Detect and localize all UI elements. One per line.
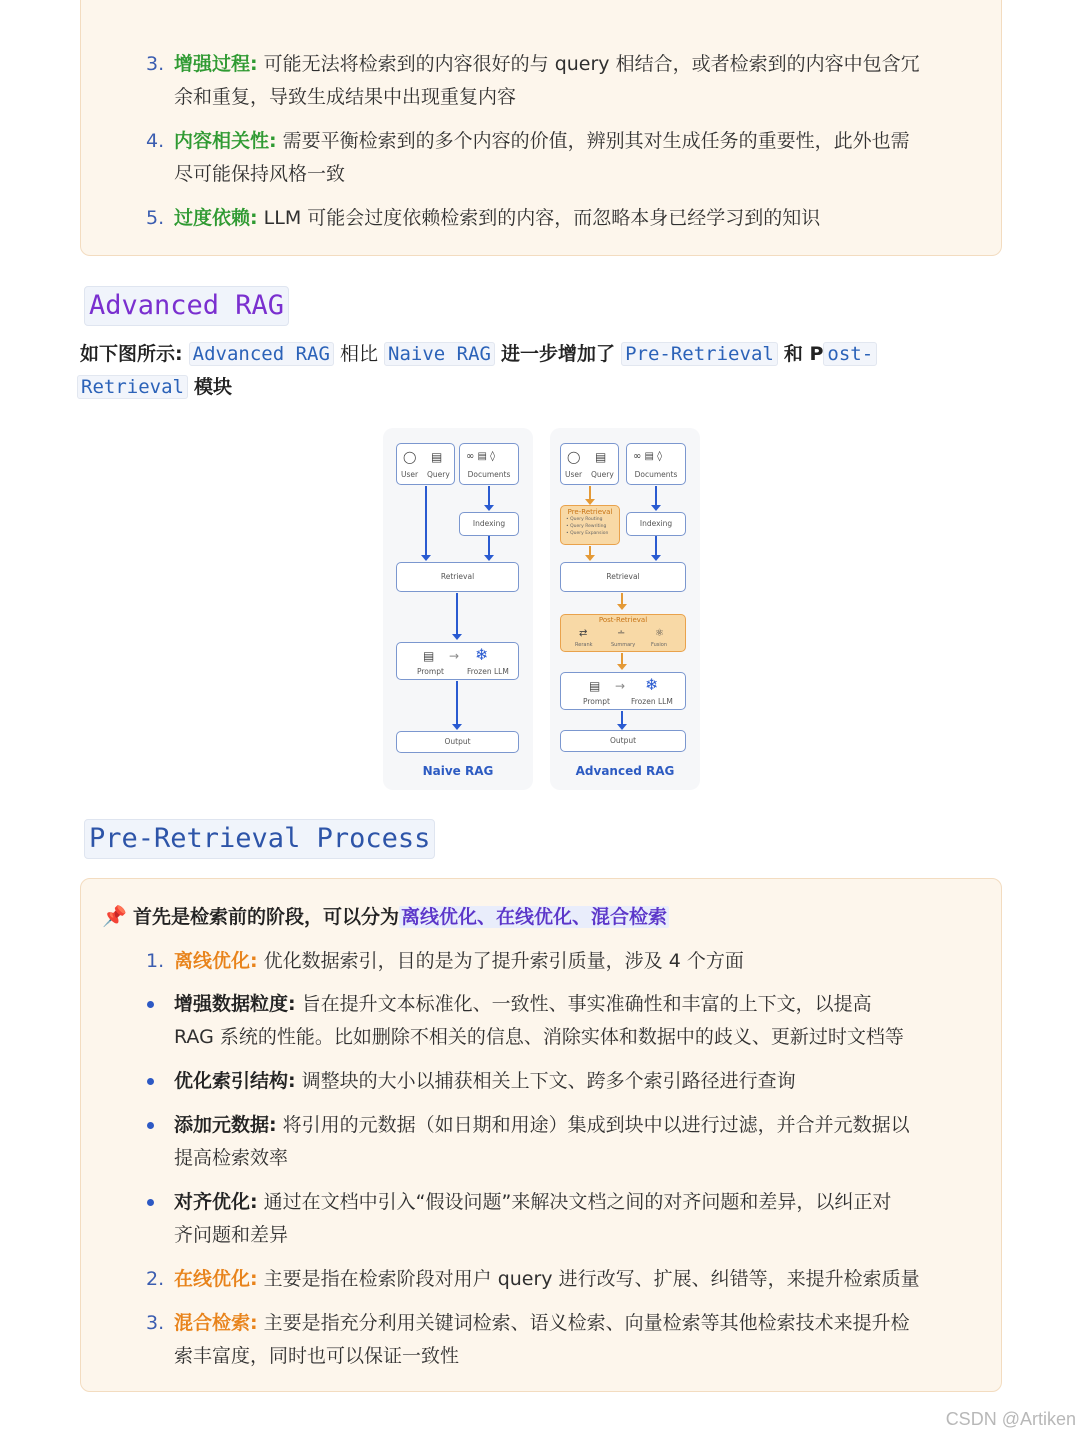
callout-lead — [102, 900, 1022, 934]
rag-comparison-diagram — [383, 428, 701, 790]
bullet-item — [174, 1109, 984, 1142]
list-item-continued: 余和重复，导致生成结果中出现重复内容 — [174, 86, 517, 108]
list-item — [174, 48, 984, 81]
pre-item: • Query Rewriting — [566, 524, 607, 529]
query-icon: ▤ — [595, 450, 607, 464]
item-title: 添加元数据: — [174, 1114, 277, 1136]
item-title: 对齐优化: — [174, 1191, 258, 1213]
pre-item: • Query Expansion — [566, 531, 609, 536]
list-number: 2. — [146, 1268, 165, 1290]
section-heading-pre-retrieval: Pre-Retrieval Process — [84, 819, 435, 859]
item-title: 混合检索: — [174, 1312, 258, 1334]
list-item-continued: 尽可能保持风格一致 — [174, 163, 346, 185]
pre-retrieval-box — [560, 505, 620, 545]
arrow-right-icon: → — [449, 649, 460, 663]
post-retrieval-label: Post-Retrieval — [598, 616, 648, 624]
user-icon: ◯ — [403, 450, 417, 464]
prompt-llm-box — [396, 642, 519, 680]
bullet-item — [174, 1065, 984, 1098]
query-label: Query — [427, 470, 450, 479]
bullet-item-continued: RAG 系统的性能。比如删除不相关的信息、消除实体和数据中的歧义、更新过时文档等 — [174, 1026, 904, 1048]
list-item — [174, 945, 984, 978]
arrow — [655, 486, 657, 506]
item-title: 增强过程: — [174, 53, 258, 75]
arrow — [621, 593, 623, 605]
post-retrieval-box — [560, 614, 686, 652]
arrow — [488, 536, 490, 556]
rerank-label: Rerank — [575, 642, 593, 648]
bullet-item — [174, 1186, 984, 1219]
documents-box — [459, 443, 519, 485]
watermark: CSDN @Artiken — [945, 1409, 1076, 1429]
arrow — [621, 711, 623, 725]
bullet-dot — [147, 1078, 154, 1085]
intro-text: 相比 — [339, 343, 378, 365]
item-text: 优化数据索引，目的是为了提升索引质量，涉及 4 个方面 — [263, 950, 744, 972]
list-number: 3. — [146, 1312, 165, 1334]
fusion-icon: ⚛ — [655, 628, 664, 639]
item-title: 离线优化: — [174, 950, 258, 972]
summary-label: Summary — [611, 642, 636, 648]
item-title: 内容相关性: — [174, 130, 277, 152]
item-text: 需要平衡检索到的多个内容的价值，辨别其对生成任务的重要性，此外也需 — [282, 130, 910, 152]
pushpin-icon: 📌 — [102, 904, 127, 928]
retrieval-box: Retrieval — [560, 562, 686, 592]
naive-rag-panel — [383, 428, 533, 790]
documents-icon: ∞ ▤ ◊ — [633, 451, 663, 462]
snowflake-icon: ❄ — [645, 675, 659, 694]
item-text: 主要是指在检索阶段对用户 query 进行改写、扩展、纠错等，来提升检索质量 — [263, 1268, 920, 1290]
arrow — [589, 546, 591, 556]
list-item — [174, 1307, 984, 1340]
query-icon: ▤ — [431, 450, 443, 464]
intro-text: 和 P — [783, 343, 824, 365]
arrow — [589, 486, 591, 500]
documents-label: Documents — [634, 470, 678, 479]
prompt-label: Prompt — [417, 667, 444, 676]
prompt-icon: ▤ — [423, 649, 435, 663]
naive-rag-caption: Naive RAG — [422, 764, 494, 778]
item-text: 调整块的大小以捕获相关上下文、跨多个索引路径进行查询 — [301, 1070, 796, 1092]
item-text: 主要是指充分利用关键词检索、语义检索、向量检索等其他检索技术来提升检 — [263, 1312, 910, 1334]
item-text: 可能无法将检索到的内容很好的与 query 相结合，或者检索到的内容中包含冗 — [263, 53, 920, 75]
intro-paragraph — [80, 338, 1000, 371]
user-icon: ◯ — [567, 450, 581, 464]
bullet-item — [174, 988, 984, 1021]
arrow-right-icon: → — [615, 679, 626, 693]
bullet-dot — [147, 1199, 154, 1206]
indexing-box: Indexing — [459, 512, 519, 536]
list-number: 1. — [146, 950, 165, 972]
intro-text: 模块 — [194, 376, 233, 398]
fusion-label: Fusion — [651, 642, 667, 648]
arrow — [655, 536, 657, 556]
query-label: Query — [591, 470, 614, 479]
section-heading-advanced-rag: Advanced RAG — [84, 286, 289, 326]
user-query-box — [396, 443, 455, 485]
user-label: User — [565, 470, 583, 479]
item-title: 在线优化: — [174, 1268, 258, 1290]
frozen-llm-label: Frozen LLM — [631, 697, 673, 706]
frozen-llm-label: Frozen LLM — [467, 667, 509, 676]
list-number: 5. — [146, 207, 165, 229]
user-query-box — [560, 443, 619, 485]
item-title: 优化索引结构: — [174, 1070, 296, 1092]
snowflake-icon: ❄ — [475, 645, 489, 664]
list-number: 4. — [146, 130, 165, 152]
documents-icon: ∞ ▤ ◊ — [466, 451, 496, 462]
intro-prefix: 如下图所示: — [80, 343, 183, 365]
output-box: Output — [560, 730, 686, 752]
item-title: 增强数据粒度: — [174, 993, 296, 1015]
advanced-rag-caption: Advanced RAG — [575, 764, 675, 778]
inline-code: Advanced RAG — [189, 342, 334, 366]
item-text: 旨在提升文本标准化、一致性、事实准确性和丰富的上下文，以提高 — [301, 993, 872, 1015]
item-title: 过度依赖: — [174, 207, 258, 229]
bullet-dot — [147, 1001, 154, 1008]
lead-text: 首先是检索前的阶段，可以分为 — [132, 906, 399, 928]
item-text: LLM 可能会过度依赖检索到的内容，而忽略本身已经学习到的知识 — [263, 207, 821, 229]
advanced-rag-panel — [550, 428, 700, 790]
bullet-item-continued: 提高检索效率 — [174, 1147, 289, 1169]
arrow — [456, 681, 458, 725]
documents-label: Documents — [467, 470, 511, 479]
indexing-box: Indexing — [626, 512, 686, 536]
pre-item: • Query Routing — [566, 517, 603, 522]
shuffle-icon: ⇄ — [579, 628, 588, 639]
arrow — [456, 593, 458, 635]
summary-icon: ∸ — [617, 628, 626, 639]
documents-box — [626, 443, 686, 485]
arrow — [621, 653, 623, 665]
user-label: User — [401, 470, 419, 479]
intro-paragraph-continued — [80, 371, 1000, 404]
list-item-continued: 索丰富度，同时也可以保证一致性 — [174, 1345, 460, 1367]
list-item — [174, 1263, 994, 1296]
lead-highlight: 离线优化、在线优化、混合检索 — [400, 906, 667, 928]
list-number: 3. — [146, 53, 165, 75]
list-item — [174, 125, 984, 158]
inline-code: Pre-Retrieval — [621, 342, 778, 366]
output-box: Output — [396, 731, 519, 753]
item-text: 将引用的元数据（如日期和用途）集成到块中以进行过滤，并合并元数据以 — [282, 1114, 910, 1136]
arrow — [425, 486, 427, 556]
prompt-llm-box — [560, 672, 686, 710]
inline-code: ost- — [823, 342, 877, 366]
inline-code: Naive RAG — [384, 342, 495, 366]
arrow — [488, 486, 490, 506]
item-text: 通过在文档中引入“假设问题”来解决文档之间的对齐问题和差异，以纠正对 — [263, 1191, 892, 1213]
intro-text: 进一步增加了 — [501, 343, 616, 365]
inline-code: Retrieval — [77, 375, 188, 399]
bullet-dot — [147, 1122, 154, 1129]
retrieval-box: Retrieval — [396, 562, 519, 592]
bullet-item-continued: 齐问题和差异 — [174, 1224, 289, 1246]
prompt-icon: ▤ — [589, 679, 601, 693]
pre-retrieval-label: Pre-Retrieval — [567, 508, 613, 516]
list-item — [174, 202, 984, 235]
prompt-label: Prompt — [583, 697, 610, 706]
